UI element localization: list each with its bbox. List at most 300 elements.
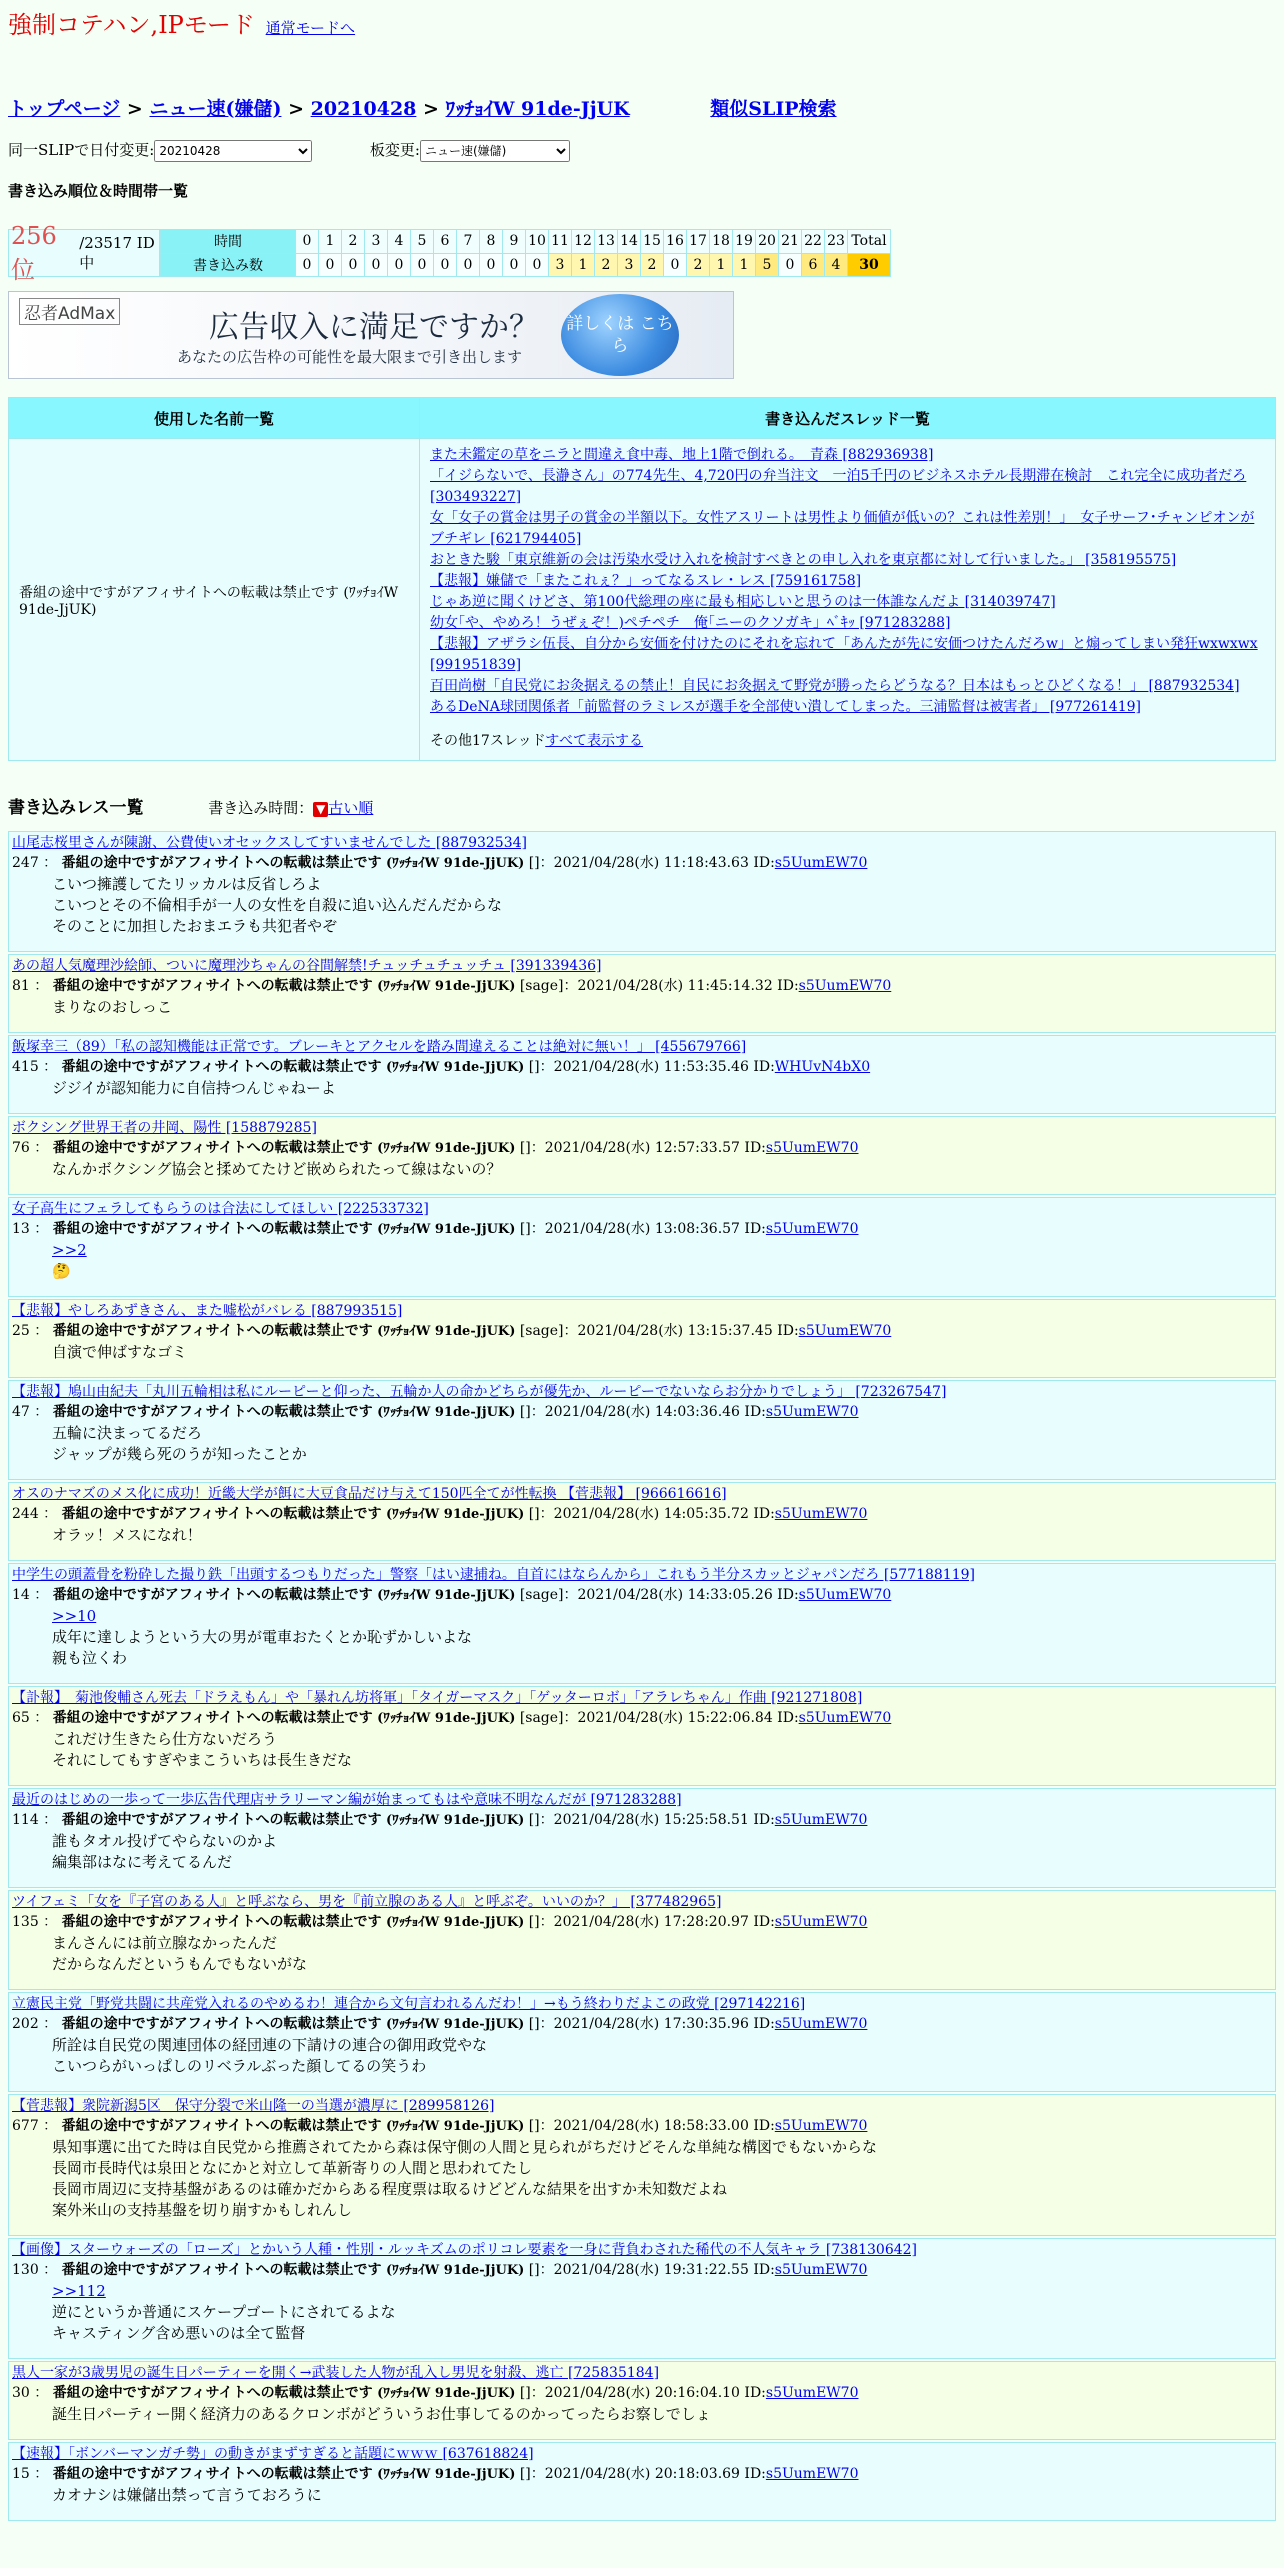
post-body (52, 1525, 1272, 1546)
reply-anchor-link[interactable]: >>2 (52, 1241, 87, 1259)
post-thread-link[interactable]: 黒人一家が3歳男児の誕生日パーティーを開く→武装した人物が乱入し男児を射殺、逃亡 [725835184] (12, 2365, 660, 2381)
ranking-table (8, 221, 1276, 284)
poster-id-link[interactable]: WHUvN4bX0 (774, 1059, 871, 1075)
poster-trip: (ﾜｯﾁｮｲW 91de-JjUK) (377, 1222, 516, 1237)
poster-trip: (ﾜｯﾁｮｲW 91de-JjUK) (377, 2386, 516, 2401)
post-meta: 677 ： 番組の途中ですがアフィサイトへの転載は禁止です (ﾜｯﾁｮｲW 91de-JjUK) []：2021/04/28(水) 18:58:33.00 ID:s5UumEW70 (12, 2118, 868, 2134)
mode-bar (8, 8, 1276, 42)
post-line: 逆にというか普通にスケープゴートにされてるよな (52, 2303, 396, 2321)
board-change-label: 板変更: (369, 141, 420, 159)
time-row-label: 時間 (161, 230, 296, 254)
post-date: 2021/04/28(水) 11:18:43.63 (553, 855, 749, 871)
post-body (52, 1729, 1272, 1771)
rank-total-ids: /23517 ID中 (79, 233, 155, 272)
thread-link[interactable]: 【悲報】アザラシ伍長、自分から安価を付けたのにそれを忘れて「あんたが先に安価つけたんだろw」と煽ってしまい発狂wxwxwx [991951839] (430, 636, 1258, 673)
breadcrumb-slip[interactable]: ﾜｯﾁｮｲW 91de-JjUK (445, 98, 630, 120)
post-number: 25 (12, 1323, 30, 1339)
poster-name: 番組の途中ですがアフィサイトへの転載は禁止です (52, 1140, 373, 1156)
post-list (8, 831, 1276, 2521)
poster-id-link[interactable]: s5UumEW70 (765, 2385, 859, 2401)
threads-cell (420, 439, 1276, 761)
post-item (8, 2361, 1276, 2440)
post-item (8, 1563, 1276, 1684)
thread-link[interactable]: あるDeNA球団関係者「前監督のラミレスが選手を全部使い潰してしまった。三浦監督は被害者」 [977261419] (430, 699, 1141, 715)
post-line: 誕生日パーティー開く経済力のあるクロンボがどういうお仕事してるのかってったらお察しでしょ (52, 2405, 711, 2423)
post-body (52, 1240, 1272, 1282)
poster-name: 番組の途中ですがアフィサイトへの転載は禁止です (61, 855, 382, 871)
poster-id-link[interactable]: s5UumEW70 (774, 1914, 868, 1930)
count-cell: 0 (779, 253, 802, 277)
post-meta: 25 ： 番組の途中ですがアフィサイトへの転載は禁止です (ﾜｯﾁｮｲW 91de-JjUK) [sage]：2021/04/28(水) 13:15:37.45 ID:s5UumEW70 (12, 1323, 892, 1339)
post-body (52, 2485, 1272, 2506)
post-mail: [] (519, 1221, 531, 1237)
breadcrumb-separator: > (288, 98, 304, 120)
post-item (8, 1992, 1276, 2092)
hourly-table (160, 229, 891, 277)
post-line: まんさんには前立腺なかったんだ (52, 1934, 278, 1952)
post-line: 編集部はなに考えてるんだ (52, 1853, 233, 1871)
more-threads (430, 730, 1265, 750)
post-item (8, 1686, 1276, 1786)
post-mail: [sage] (519, 1587, 564, 1603)
post-date: 2021/04/28(水) 17:30:35.96 (553, 2016, 749, 2032)
hour-cell: 2 (342, 230, 365, 254)
post-thread-link[interactable]: 最近のはじめの一歩って一歩広告代理店サラリーマン編が始まってもはや意味不明なんだが [971283288] (12, 1792, 682, 1808)
post-meta: 30 ： 番組の途中ですがアフィサイトへの転載は禁止です (ﾜｯﾁｮｲW 91de-JjUK) []：2021/04/28(水) 20:16:04.10 ID:s5UumEW70 (12, 2385, 859, 2401)
post-meta: 415 ： 番組の途中ですがアフィサイトへの転載は禁止です (ﾜｯﾁｮｲW 91de-JjUK) []：2021/04/28(水) 11:53:35.46 ID:WHUvN4bX0 (12, 1059, 871, 1075)
post-mail: [] (519, 1404, 531, 1420)
post-date: 2021/04/28(水) 15:25:58.51 (553, 1812, 749, 1828)
count-cell: 0 (388, 253, 411, 277)
reply-anchor-link[interactable]: >>10 (52, 1607, 97, 1625)
hour-cell: 4 (388, 230, 411, 254)
post-meta: 244 ： 番組の途中ですがアフィサイトへの転載は禁止です (ﾜｯﾁｮｲW 91de-JjUK) []：2021/04/28(水) 14:05:35.72 ID:s5UumEW70 (12, 1506, 868, 1522)
hour-cell: 1 (319, 230, 342, 254)
date-change-label: 同一SLIPで日付変更: (8, 141, 155, 159)
poster-id-link[interactable]: s5UumEW70 (765, 1221, 859, 1237)
post-line: なんかボクシング協会と揉めてたけど嵌められたって線はないの？ (52, 1160, 502, 1178)
reply-anchor-link[interactable]: >>112 (52, 2282, 106, 2300)
similar-slip-search-link[interactable]: 類似SLIP検索 (710, 98, 837, 120)
post-line: キャスティング含め悪いのは全て監督 (52, 2324, 306, 2342)
post-number: 76 (12, 1140, 30, 1156)
post-body (52, 1423, 1272, 1465)
post-body (52, 2404, 1272, 2425)
breadcrumb-separator: > (423, 98, 439, 120)
post-line: オラッ！メスになれ！ (52, 1526, 202, 1544)
post-item (8, 2094, 1276, 2236)
post-number: 244 (12, 1506, 39, 1522)
poster-name: 番組の途中ですがアフィサイトへの転載は禁止です (61, 1506, 382, 1522)
count-cell: 0 (457, 253, 480, 277)
post-meta: 14 ： 番組の途中ですがアフィサイトへの転載は禁止です (ﾜｯﾁｮｲW 91de-JjUK) [sage]：2021/04/28(水) 14:33:05.26 ID:s5UumEW70 (12, 1587, 892, 1603)
poster-id-link[interactable]: s5UumEW70 (765, 1404, 859, 1420)
post-line: それにしてもすぎやまこういちは長生きだな (52, 1751, 353, 1769)
selectors (8, 137, 1276, 163)
poster-id-link[interactable]: s5UumEW70 (765, 2466, 859, 2482)
post-mail: [sage] (519, 1710, 564, 1726)
hour-cell: 22 (802, 230, 825, 254)
post-mail: [sage] (519, 978, 564, 994)
post-mail: [] (528, 2016, 540, 2032)
hour-cell: 6 (434, 230, 457, 254)
post-date: 2021/04/28(水) 20:18:03.69 (544, 2466, 740, 2482)
rank-cell (8, 221, 160, 284)
post-thread-link[interactable]: 【菅悲報】衆院新潟5区 保守分裂で米山隆一の当選が濃厚に [289958126] (12, 2098, 495, 2114)
post-meta: 13 ： 番組の途中ですがアフィサイトへの転載は禁止です (ﾜｯﾁｮｲW 91de-JjUK) []：2021/04/28(水) 13:08:36.57 ID:s5UumEW70 (12, 1221, 859, 1237)
poster-id-link[interactable]: s5UumEW70 (774, 1812, 868, 1828)
post-thread-link[interactable]: ツイフェミ「女を『子宮のある人』と呼ぶなら、男を『前立腺のある人』と呼ぶぞ。いいのか？」 [377482965] (12, 1894, 722, 1910)
poster-name: 番組の途中ですがアフィサイトへの転載は禁止です (61, 2262, 382, 2278)
post-item (8, 954, 1276, 1033)
post-line: こいつらがいっぱしのリベラルぶった顔してるの笑うわ (52, 2057, 427, 2075)
count-cell: 0 (319, 253, 342, 277)
count-cell: 4 (825, 253, 848, 277)
post-date: 2021/04/28(水) 20:16:04.10 (544, 2385, 740, 2401)
poster-name: 番組の途中ですがアフィサイトへの転載は禁止です (52, 1404, 373, 1420)
post-date: 2021/04/28(水) 13:15:37.45 (577, 1323, 773, 1339)
poster-name: 番組の途中ですがアフィサイトへの転載は禁止です (52, 978, 373, 994)
post-item (8, 1197, 1276, 1297)
names-column-header: 使用した名前一覧 (9, 398, 420, 439)
post-number: 202 (12, 2016, 39, 2032)
poster-trip: (ﾜｯﾁｮｲW 91de-JjUK) (386, 1060, 525, 1075)
poster-trip: (ﾜｯﾁｮｲW 91de-JjUK) (377, 979, 516, 994)
post-line: これだけ生きたら仕方ないだろう (52, 1730, 278, 1748)
breadcrumb (8, 96, 1276, 122)
count-cell: 1 (572, 253, 595, 277)
post-mail: [] (519, 2385, 531, 2401)
poster-name: 番組の途中ですがアフィサイトへの転載は禁止です (61, 2016, 382, 2032)
post-number: 47 (12, 1404, 30, 1420)
post-item (8, 1035, 1276, 1114)
post-meta: 135 ： 番組の途中ですがアフィサイトへの転載は禁止です (ﾜｯﾁｮｲW 91de-JjUK) []：2021/04/28(水) 17:28:20.97 ID:s5UumEW70 (12, 1914, 868, 1930)
post-line: 県知事選に出てた時は自民党から推薦されてたから森は保守側の人間と見られがちだけどそんな単純な構図でもないからな (52, 2138, 878, 2156)
count-cell: 0 (342, 253, 365, 277)
res-list-title: 書き込みレス一覧 (8, 798, 144, 818)
post-thread-link[interactable]: 【訃報】 菊池俊輔さん死去「ドラえもん」や「暴れん坊将軍」「タイガーマスク」「ゲッターロボ」「アラレちゃん」作曲 [921271808] (12, 1690, 863, 1706)
poster-trip: (ﾜｯﾁｮｲW 91de-JjUK) (386, 2263, 525, 2278)
date-select[interactable] (154, 140, 312, 162)
post-date: 2021/04/28(水) 15:22:06.84 (577, 1710, 773, 1726)
post-date: 2021/04/28(水) 17:28:20.97 (553, 1914, 749, 1930)
poster-id-link[interactable]: s5UumEW70 (798, 978, 892, 994)
hour-cell: 21 (779, 230, 802, 254)
ad-logo: 忍者AdMax (19, 298, 120, 325)
breadcrumb-top[interactable]: トップページ (8, 98, 121, 120)
post-line: だからなんだというもんでもないがな (52, 1955, 308, 1973)
post-date: 2021/04/28(水) 11:53:35.46 (553, 1059, 749, 1075)
hour-cell: 9 (503, 230, 526, 254)
poster-id-link[interactable]: s5UumEW70 (798, 1323, 892, 1339)
post-line: こいつ擁護してたリッカルは反省しろよ (52, 875, 322, 893)
post-mail: [] (528, 1812, 540, 1828)
hour-cell: 3 (365, 230, 388, 254)
post-mail: [] (528, 1059, 540, 1075)
post-number: 114 (12, 1812, 39, 1828)
post-line: 案外米山の支持基盤を切り崩すかもしれんし (52, 2201, 353, 2219)
post-line: まりなのおしっこ (52, 998, 173, 1016)
poster-name: 番組の途中ですがアフィサイトへの転載は禁止です (52, 1587, 373, 1603)
post-mail: [] (528, 1506, 540, 1522)
post-line: 親も泣くわ (52, 1649, 128, 1667)
hour-cell: 7 (457, 230, 480, 254)
poster-name: 番組の途中ですがアフィサイトへの転載は禁止です (61, 2118, 382, 2134)
post-line: 🤔 (52, 1262, 71, 1280)
post-number: 81 (12, 978, 30, 994)
hour-cell: 11 (549, 230, 572, 254)
poster-id-link[interactable]: s5UumEW70 (774, 2262, 868, 2278)
poster-id-link[interactable]: s5UumEW70 (774, 1506, 868, 1522)
poster-trip: (ﾜｯﾁｮｲW 91de-JjUK) (377, 1405, 516, 1420)
post-body (52, 1606, 1272, 1669)
post-number: 13 (12, 1221, 30, 1237)
post-thread-link[interactable]: オスのナマズのメス化に成功！近畿大学が餌に大豆食品だけ与えて150匹全てが性転換 【菅悲報】 [966616616] (12, 1486, 727, 1502)
mode-title: 強制コテハン,IPモード (8, 11, 255, 39)
count-cell: 0 (434, 253, 457, 277)
poster-id-link[interactable]: s5UumEW70 (774, 2016, 868, 2032)
poster-id-link[interactable]: s5UumEW70 (774, 2118, 868, 2134)
hour-cell: 14 (618, 230, 641, 254)
post-thread-link[interactable]: 飯塚幸三（89）「私の認知機能は正常です。ブレーキとアクセルを踏み間違えることは絶対に無い！」 [455679766] (12, 1039, 747, 1055)
post-time-label: 書き込み時間： (208, 799, 314, 817)
thread-link[interactable]: おときた駿「東京維新の会は汚染水受け入れを検討すべきとの申し入れを東京都に対して行いました。」 [358195575] (430, 552, 1177, 568)
hour-cell: 17 (687, 230, 710, 254)
post-meta: 130 ： 番組の途中ですがアフィサイトへの転載は禁止です (ﾜｯﾁｮｲW 91de-JjUK) []：2021/04/28(水) 19:31:22.55 ID:s5UumEW70 (12, 2262, 868, 2278)
post-line: ジャップが幾ら死のうが知ったことか (52, 1445, 307, 1463)
poster-name: 番組の途中ですがアフィサイトへの転載は禁止です (52, 2466, 373, 2482)
hour-cell: 10 (526, 230, 549, 254)
post-mail: [] (519, 1140, 531, 1156)
post-item (8, 2238, 1276, 2359)
post-mail: [] (528, 2118, 540, 2134)
post-number: 135 (12, 1914, 39, 1930)
res-heading (8, 793, 1276, 823)
post-body (52, 997, 1272, 1018)
hour-cell: 23 (825, 230, 848, 254)
poster-trip: (ﾜｯﾁｮｲW 91de-JjUK) (377, 1588, 516, 1603)
post-body (52, 2137, 1272, 2221)
post-meta: 47 ： 番組の途中ですがアフィサイトへの転載は禁止です (ﾜｯﾁｮｲW 91de-JjUK) []：2021/04/28(水) 14:03:36.46 ID:s5UumEW70 (12, 1404, 859, 1420)
post-mail: [] (528, 2262, 540, 2278)
count-cell: 3 (549, 253, 572, 277)
post-thread-link[interactable]: 【画像】スターウォーズの「ローズ」とかいう人種・性別・ルッキズムのポリコレ要素を一身に背負わされた稀代の不人気キャラ [738130642] (12, 2242, 918, 2258)
post-thread-link[interactable]: 山尾志桜里さんが陳謝、公費使いオセックスしてすいませんでした [887932534] (12, 835, 527, 851)
thread-link[interactable]: 百田尚樹「自民党にお灸据えるの禁止！自民にお灸据えて野党が勝ったらどうなる？日本はもっとひどくなる！」 [887932534] (430, 678, 1240, 694)
poster-trip: (ﾜｯﾁｮｲW 91de-JjUK) (386, 1915, 525, 1930)
post-item (8, 1788, 1276, 1888)
count-cell: 0 (526, 253, 549, 277)
sort-down-icon: ▼ (313, 802, 328, 817)
count-cell: 3 (618, 253, 641, 277)
breadcrumb-separator: > (126, 98, 143, 120)
hour-cell: 0 (296, 230, 319, 254)
board-select[interactable] (420, 140, 570, 162)
post-date: 2021/04/28(水) 19:31:22.55 (553, 2262, 749, 2278)
count-cell: 0 (296, 253, 319, 277)
post-number: 130 (12, 2262, 39, 2278)
ad-banner[interactable] (8, 291, 734, 379)
post-body (52, 2035, 1272, 2077)
post-number: 14 (12, 1587, 30, 1603)
poster-name: 番組の途中ですがアフィサイトへの転載は禁止です (52, 1710, 373, 1726)
post-item (8, 2442, 1276, 2521)
poster-trip: (ﾜｯﾁｮｲW 91de-JjUK) (386, 1813, 525, 1828)
post-thread-link[interactable]: 立憲民主党「野党共闘に共産党入れるのやめるわ！連合から文句言われるんだわ！」→もう終わりだよこの政党 [297142216] (12, 1996, 806, 2012)
thread-link[interactable]: 【悲報】嫌儲で「またこれぇ？」ってなるスレ・レス [759161758] (430, 573, 862, 589)
thread-link[interactable]: じゃあ逆に聞くけどさ、第100代総理の座に最も相応しいと思うのは一体誰なんだよ [314039747] (430, 594, 1056, 610)
post-meta: 247 ： 番組の途中ですがアフィサイトへの転載は禁止です (ﾜｯﾁｮｲW 91de-JjUK) []：2021/04/28(水) 11:18:43.63 ID:s5UumEW70 (12, 855, 868, 871)
post-item (8, 1299, 1276, 1378)
post-date: 2021/04/28(水) 14:03:36.46 (544, 1404, 740, 1420)
hour-cell: 12 (572, 230, 595, 254)
poster-trip: (ﾜｯﾁｮｲW 91de-JjUK) (386, 1507, 525, 1522)
rank-value: 256 位 (11, 221, 57, 284)
post-item (8, 831, 1276, 952)
post-meta: 81 ： 番組の途中ですがアフィサイトへの転載は禁止です (ﾜｯﾁｮｲW 91de-JjUK) [sage]：2021/04/28(水) 11:45:14.32 ID:s5UumEW70 (12, 978, 892, 994)
thread-list (430, 445, 1265, 718)
post-body (52, 2281, 1272, 2344)
post-item (8, 1380, 1276, 1480)
post-body (52, 1342, 1272, 1363)
thread-link[interactable]: 女「女子の賞金は男子の賞金の半額以下。女性アスリートは男性より価値が低いの？これは性差別！」 女子サーフ･チャンピオンがブチギレ [621794405] (430, 510, 1255, 547)
post-line: 所詮は自民党の関連団体の経団連の下請けの連合の御用政党やな (52, 2036, 488, 2054)
hour-cell: 19 (733, 230, 756, 254)
poster-id-link[interactable]: s5UumEW70 (765, 1140, 859, 1156)
post-mail: [] (519, 2466, 531, 2482)
total-header: Total (848, 230, 891, 254)
post-meta: 202 ： 番組の途中ですがアフィサイトへの転載は禁止です (ﾜｯﾁｮｲW 91de-JjUK) []：2021/04/28(水) 17:30:35.96 ID:s5UumEW70 (12, 2016, 868, 2032)
post-thread-link[interactable]: あの超人気魔理沙絵師、ついに魔理沙ちゃんの谷間解禁!チュッチュチュッチュ [391339436] (12, 958, 602, 974)
hour-cell: 16 (664, 230, 687, 254)
hour-cell: 20 (756, 230, 779, 254)
post-date: 2021/04/28(水) 11:45:14.32 (577, 978, 773, 994)
poster-name: 番組の途中ですがアフィサイトへの転載は禁止です (52, 1221, 373, 1237)
poster-name: 番組の途中ですがアフィサイトへの転載は禁止です (61, 1914, 382, 1930)
post-thread-link[interactable]: 中学生の頭蓋骨を粉砕した撮り鉄「出頭するつもりだった」警察「はい逮捕ね。自首にはならんから」これもう半分スカッとジャパンだろ [577188119] (12, 1567, 975, 1583)
poster-id-link[interactable]: s5UumEW70 (798, 1710, 892, 1726)
post-thread-link[interactable]: 【悲報】やしろあずきさん、また嘘松がバレる [887993515] (12, 1303, 403, 1319)
post-body (52, 1831, 1272, 1873)
poster-trip: (ﾜｯﾁｮｲW 91de-JjUK) (386, 856, 525, 871)
post-line: カオナシは嫌儲出禁って言うておろうに (52, 2486, 322, 2504)
poster-id-link[interactable]: s5UumEW70 (774, 855, 868, 871)
poster-trip: (ﾜｯﾁｮｲW 91de-JjUK) (386, 2119, 525, 2134)
post-thread-link[interactable]: 【速報】「ボンバーマンガチ勢」の動きがまずすぎると話題にｗｗｗ [637618824] (12, 2446, 534, 2462)
post-thread-link[interactable]: 【悲報】鳩山由紀夫「丸川五輪相は私にルーピーと仰った、五輪か人の命かどちらが優先か、ルーピーでないならお分かりでしょう」 [723267547] (12, 1384, 947, 1400)
post-thread-link[interactable]: 女子高生にフェラしてもらうのは合法にしてほしい [222533732] (12, 1201, 429, 1217)
post-meta: 114 ： 番組の途中ですがアフィサイトへの転載は禁止です (ﾜｯﾁｮｲW 91de-JjUK) []：2021/04/28(水) 15:25:58.51 ID:s5UumEW70 (12, 1812, 868, 1828)
post-line: 長岡市周辺に支持基盤があるのは確かだからある程度票は取るけどどんな結果を出すか未知数だよね (52, 2180, 728, 2198)
post-thread-link[interactable]: ボクシング世界王者の井岡、陽性 [158879285] (12, 1120, 317, 1136)
count-cell: 1 (733, 253, 756, 277)
hour-cell: 8 (480, 230, 503, 254)
post-line: そのことに加担したおまエラも共犯者やぞ (52, 917, 338, 935)
post-number: 677 (12, 2118, 39, 2134)
post-number: 30 (12, 2385, 30, 2401)
poster-trip: (ﾜｯﾁｮｲW 91de-JjUK) (386, 2017, 525, 2032)
post-line: ジジイが認知能力に自信持つんじゃねーよ (52, 1079, 336, 1097)
hour-cell: 5 (411, 230, 434, 254)
count-cell: 2 (687, 253, 710, 277)
count-cell: 0 (503, 253, 526, 277)
post-line: 誰もタオル投げてやらないのかよ (52, 1832, 278, 1850)
show-all-threads-link[interactable]: すべて表示する (545, 733, 643, 749)
poster-trip: (ﾜｯﾁｮｲW 91de-JjUK) (377, 1324, 516, 1339)
more-threads-count: その他17スレッド (430, 733, 546, 749)
total-count: 30 (848, 253, 891, 277)
breadcrumb-date[interactable]: 20210428 (310, 98, 417, 120)
post-date: 2021/04/28(水) 18:58:33.00 (553, 2118, 749, 2134)
hour-cell: 15 (641, 230, 664, 254)
post-mail: [] (528, 1914, 540, 1930)
count-cell: 2 (595, 253, 618, 277)
post-mail: [] (528, 855, 540, 871)
used-name: 番組の途中ですがアフィサイトへの転載は禁止です (ﾜｯﾁｮｲW 91de-JjUK) (9, 439, 420, 761)
post-date: 2021/04/28(水) 14:33:05.26 (577, 1587, 773, 1603)
post-mail: [sage] (519, 1323, 564, 1339)
post-line: 成年に達しようという大の男が電車おたくとか恥ずかしいよな (52, 1628, 473, 1646)
count-row-label: 書き込み数 (161, 253, 296, 277)
post-body (52, 874, 1272, 937)
post-number: 415 (12, 1059, 39, 1075)
post-number: 15 (12, 2466, 30, 2482)
post-date: 2021/04/28(水) 13:08:36.57 (544, 1221, 740, 1237)
count-cell: 5 (756, 253, 779, 277)
post-line: 自演で伸ばすなゴミ (52, 1343, 188, 1361)
ad-subline: あなたの広告枠の可能性を最大限まで引き出します (177, 348, 523, 366)
count-cell: 6 (802, 253, 825, 277)
count-cell: 0 (365, 253, 388, 277)
post-number: 65 (12, 1710, 30, 1726)
thread-link[interactable]: 幼女｢や、やめろ！うぜぇぞ！)ペチペチ 俺｢ニーのクソガキ」ﾍﾞｷｯ [971283288] (430, 615, 951, 631)
post-body (52, 1078, 1272, 1099)
breadcrumb-board[interactable]: ニュー速(嫌儲) (149, 98, 282, 120)
post-meta: 76 ： 番組の途中ですがアフィサイトへの転載は禁止です (ﾜｯﾁｮｲW 91de-JjUK) []：2021/04/28(水) 12:57:33.57 ID:s5UumEW70 (12, 1140, 859, 1156)
count-cell: 2 (641, 253, 664, 277)
ad-headline: 広告収入に満足ですか？ (209, 310, 539, 345)
poster-name: 番組の途中ですがアフィサイトへの転載は禁止です (61, 1059, 382, 1075)
post-body (52, 1159, 1272, 1180)
post-date: 2021/04/28(水) 14:05:35.72 (553, 1506, 749, 1522)
thread-link[interactable]: また未鑑定の草をニラと間違え食中毒、地上1階で倒れる。 青森 [882936938] (430, 447, 934, 463)
count-cell: 0 (411, 253, 434, 277)
poster-id-link[interactable]: s5UumEW70 (798, 1587, 892, 1603)
poster-name: 番組の途中ですがアフィサイトへの転載は禁止です (52, 1323, 373, 1339)
thread-link[interactable]: 「イジらないで、長瀞さん」の774先生、4,720円の弁当注文 一泊5千円のビジネスホテル長期滞在検討 これ完全に成功者だろ [303493227] (430, 468, 1247, 505)
post-item (8, 1890, 1276, 1990)
normal-mode-link[interactable]: 通常モードへ (265, 19, 356, 37)
post-number: 247 (12, 855, 39, 871)
sort-oldest-link[interactable]: 古い順 (328, 799, 374, 817)
poster-trip: (ﾜｯﾁｮｲW 91de-JjUK) (377, 2467, 516, 2482)
names-threads-table (8, 397, 1276, 761)
post-line: こいつとその不倫相手が一人の女性を自殺に追い込んだんだからな (52, 896, 503, 914)
post-item (8, 1116, 1276, 1195)
poster-name: 番組の途中ですがアフィサイトへの転載は禁止です (52, 2385, 373, 2401)
poster-trip: (ﾜｯﾁｮｲW 91de-JjUK) (377, 1711, 516, 1726)
threads-column-header: 書き込んだスレッド一覧 (420, 398, 1276, 439)
ad-details-button[interactable]: 詳しくは こちら (561, 294, 679, 376)
post-meta: 65 ： 番組の途中ですがアフィサイトへの転載は禁止です (ﾜｯﾁｮｲW 91de-JjUK) [sage]：2021/04/28(水) 15:22:06.84 ID:s5UumEW70 (12, 1710, 892, 1726)
count-cell: 0 (480, 253, 503, 277)
post-item (8, 1482, 1276, 1561)
hour-cell: 13 (595, 230, 618, 254)
poster-name: 番組の途中ですがアフィサイトへの転載は禁止です (61, 1812, 382, 1828)
post-line: 長岡市長時代は泉田となにかと対立して革新寄りの人間と思われてたし (52, 2159, 533, 2177)
hour-cell: 18 (710, 230, 733, 254)
post-date: 2021/04/28(水) 12:57:33.57 (544, 1140, 740, 1156)
